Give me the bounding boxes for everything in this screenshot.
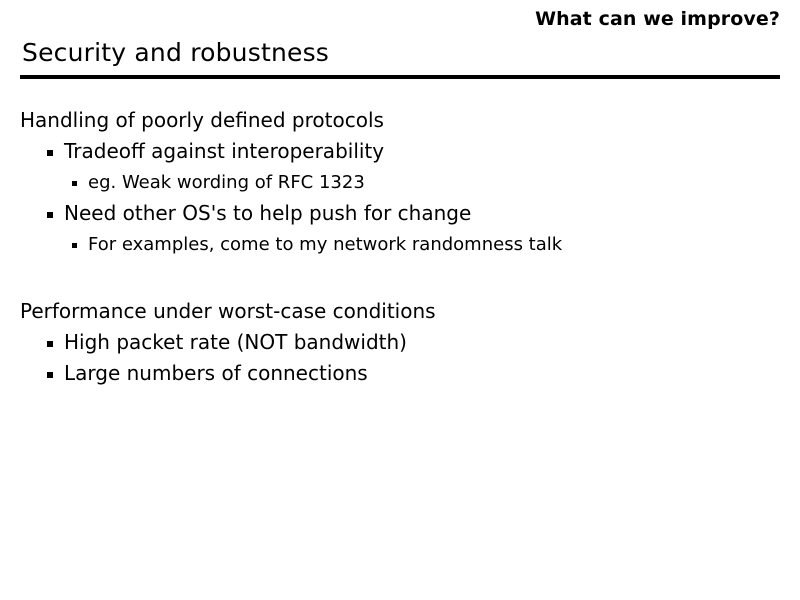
bullet-item: Large numbers of connections: [44, 358, 780, 389]
bullet-item: High packet rate (NOT bandwidth): [44, 327, 780, 358]
slide-kicker: What can we improve?: [535, 8, 780, 30]
content-group: [20, 296, 780, 389]
bullet-item: For examples, come to my network randomness talk: [68, 229, 780, 260]
group-spacer: [20, 260, 780, 296]
bullet-item: Tradeoff against interoperability: [44, 136, 780, 167]
slide-body: [20, 105, 780, 389]
slide-title: Security and robustness: [22, 38, 330, 67]
group-heading: Handling of poorly defined protocols: [20, 108, 384, 132]
bullet-item: eg. Weak wording of RFC 1323: [68, 167, 780, 198]
bullet-item: Need other OS's to help push for change: [44, 198, 780, 229]
title-divider: [20, 75, 780, 79]
group-heading: Performance under worst-case conditions: [20, 299, 436, 323]
content-group: [20, 105, 780, 260]
